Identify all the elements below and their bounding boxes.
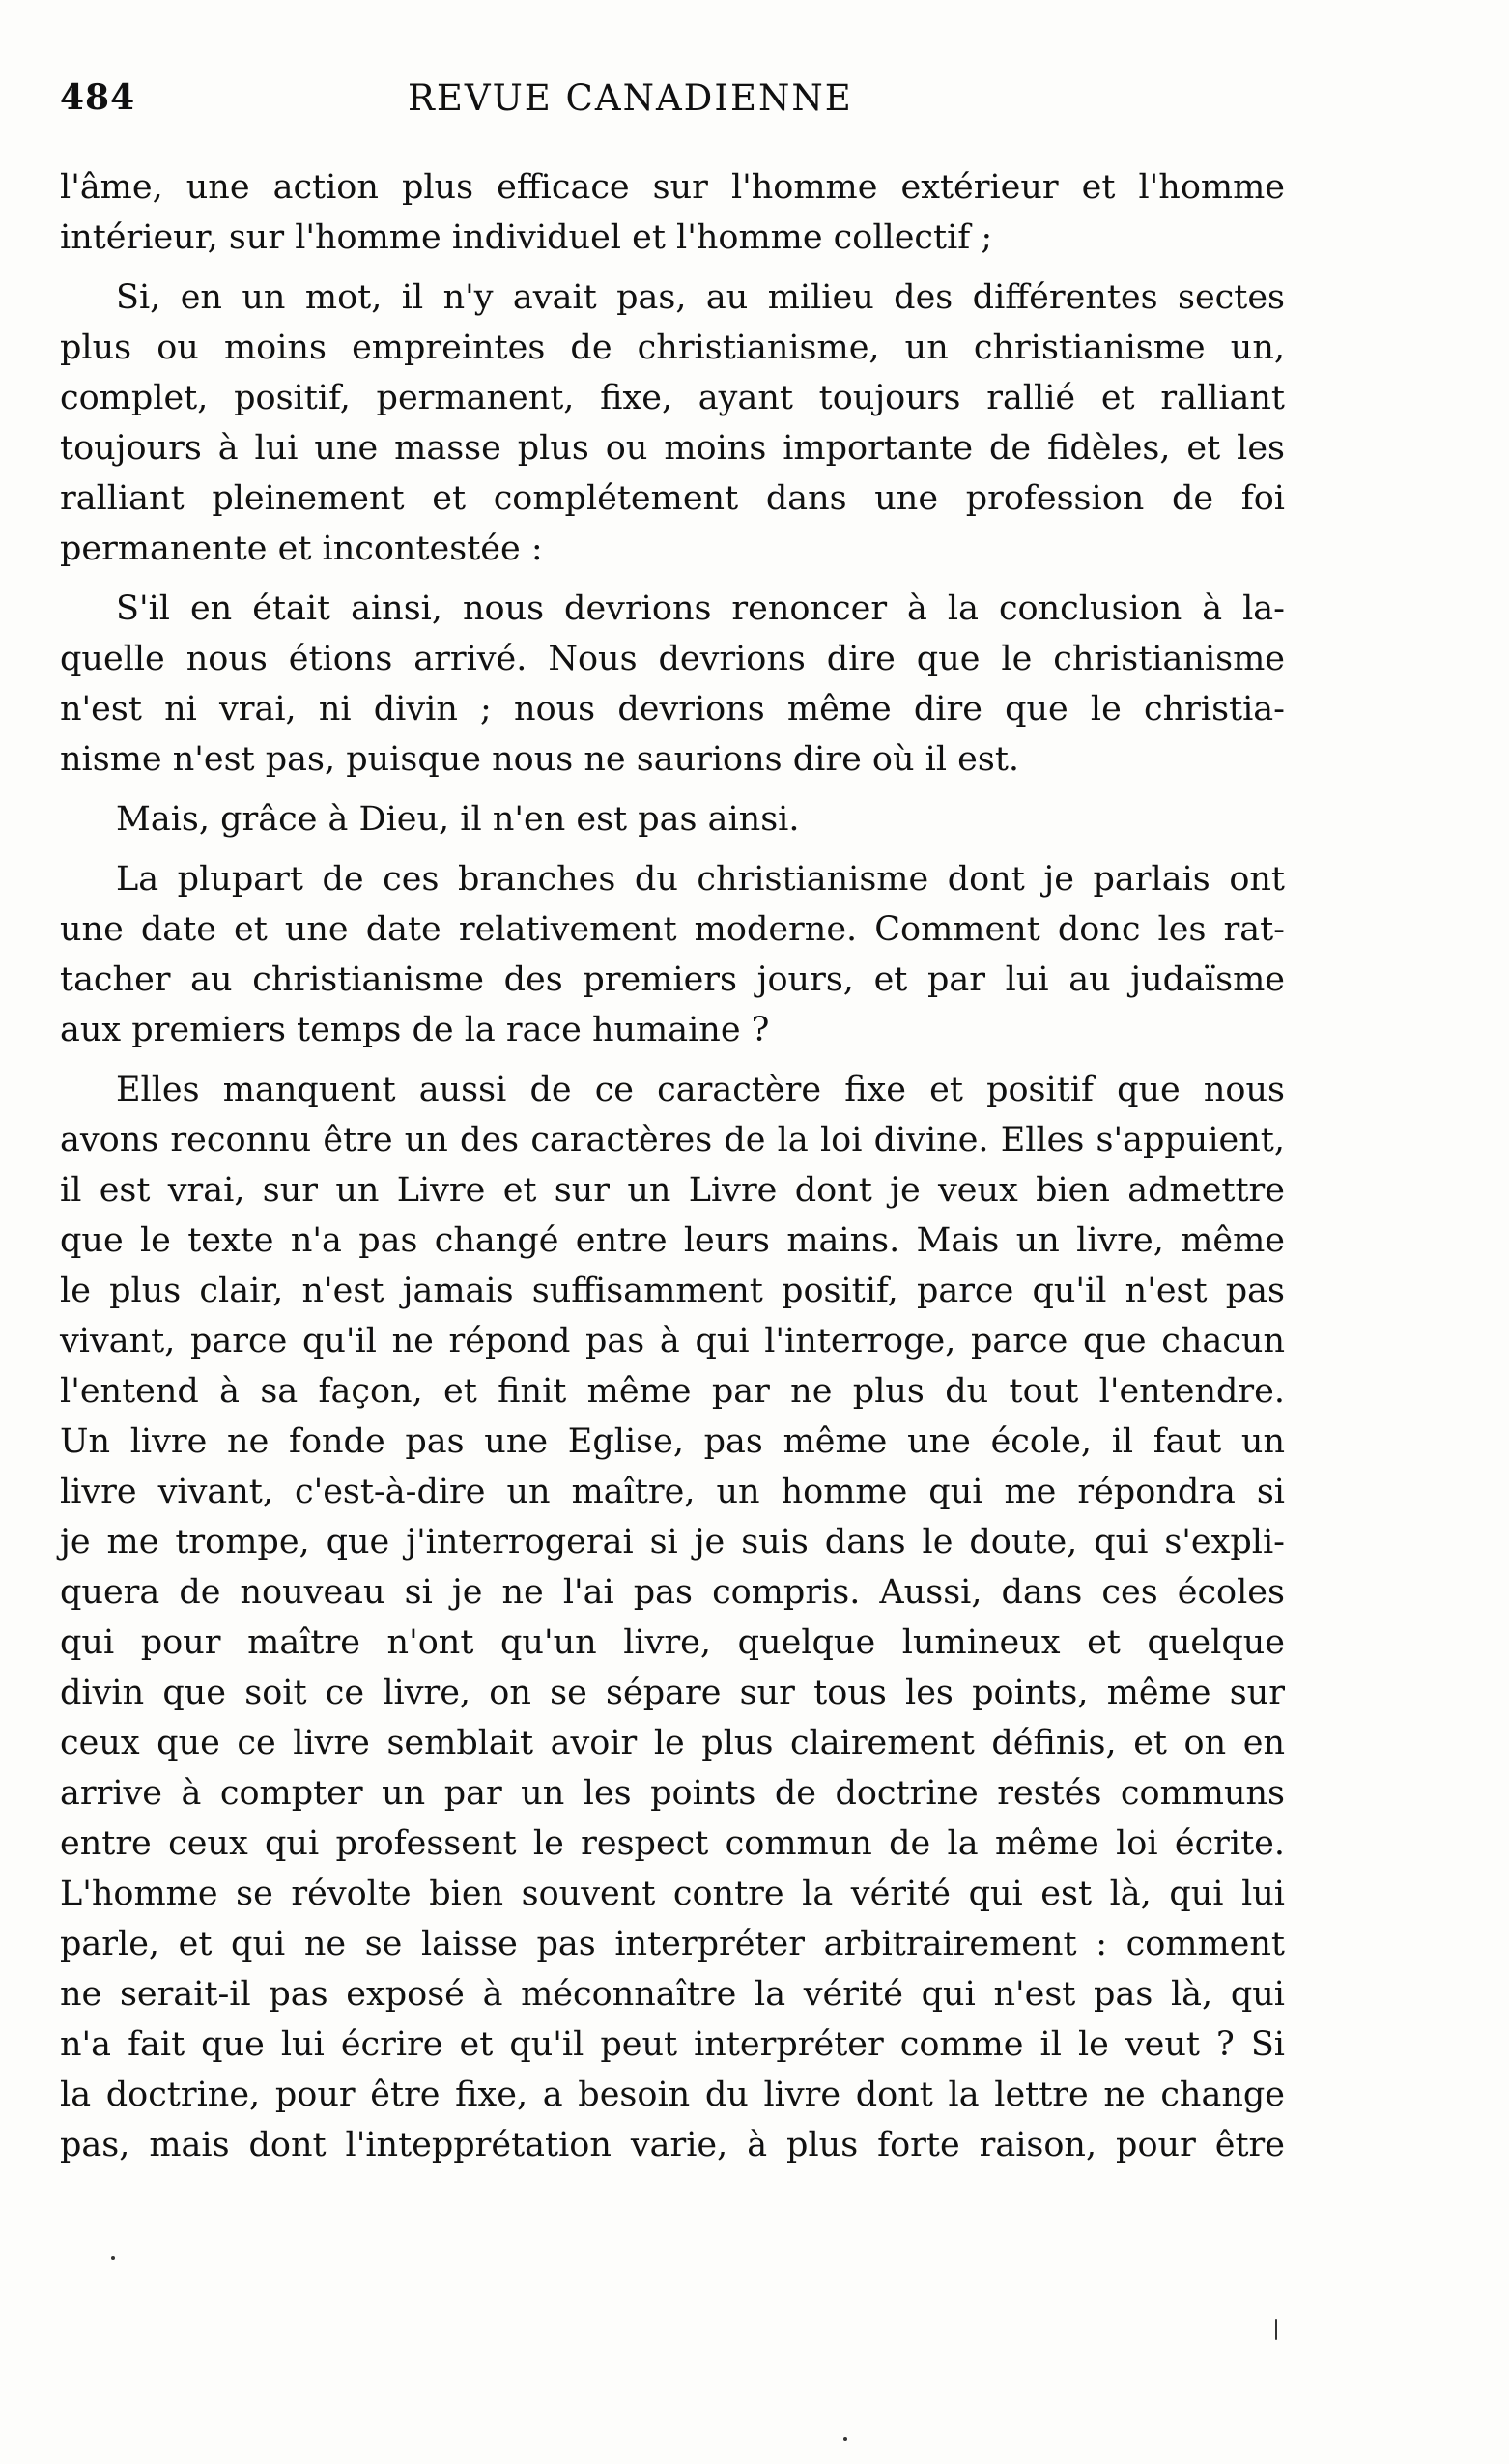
scan-speck bbox=[1275, 2319, 1277, 2340]
text-line: tacher au christianisme des premiers jours, et par lui au judaïsme bbox=[60, 960, 1285, 999]
text-line: plus ou moins empreintes de christianisme, un christianisme un, bbox=[60, 329, 1285, 367]
text-line: quelle nous étions arrivé. Nous devrions dire que le christianisme bbox=[60, 640, 1285, 678]
text-line: nisme n'est pas, puisque nous ne saurions dire où il est. bbox=[60, 740, 1020, 779]
text-line: complet, positif, permanent, fixe, ayant toujours rallié et ralliant bbox=[60, 379, 1285, 417]
text-line: l'âme, une action plus efficace sur l'homme extérieur et l'homme bbox=[60, 168, 1285, 207]
text-line: la doctrine, pour être fixe, a besoin du livre dont la lettre ne change bbox=[60, 2076, 1285, 2114]
scan-speck bbox=[111, 2256, 115, 2260]
text-line: ne serait-il pas exposé à méconnaître la vérité qui n'est pas là, qui bbox=[60, 1975, 1285, 2014]
text-line: livre vivant, c'est-à-dire un maître, un homme qui me répondra si bbox=[60, 1473, 1285, 1511]
text-line: Mais, grâce à Dieu, il n'en est pas ainsi. bbox=[116, 800, 800, 839]
text-line: quera de nouveau si je ne l'ai pas compris. Aussi, dans ces écoles bbox=[60, 1573, 1285, 1612]
text-line: aux premiers temps de la race humaine ? bbox=[60, 1011, 770, 1049]
body-text bbox=[60, 162, 1285, 2170]
text-line: entre ceux qui professent le respect commun de la même loi écrite. bbox=[60, 1824, 1285, 1863]
text-line: parle, et qui ne se laisse pas interpréter arbitrairement : comment bbox=[60, 1925, 1285, 1963]
text-line: S'il en était ainsi, nous devrions renoncer à la conclusion à la- bbox=[116, 589, 1285, 628]
text-line: Un livre ne fonde pas une Eglise, pas même une école, il faut un bbox=[60, 1422, 1285, 1461]
text-line: divin que soit ce livre, on se sépare sur tous les points, même sur bbox=[60, 1674, 1285, 1712]
text-line: je me trompe, que j'interrogerai si je suis dans le doute, qui s'expli- bbox=[60, 1523, 1285, 1561]
text-line: avons reconnu être un des caractères de la loi divine. Elles s'appuient, bbox=[60, 1121, 1285, 1160]
text-line: L'homme se révolte bien souvent contre la vérité qui est là, qui lui bbox=[60, 1875, 1285, 1913]
text-line: que le texte n'a pas changé entre leurs mains. Mais un livre, même bbox=[60, 1221, 1285, 1260]
text-line: une date et une date relativement moderne. Comment donc les rat- bbox=[60, 910, 1285, 949]
text-line: ceux que ce livre semblait avoir le plus clairement définis, et on en bbox=[60, 1724, 1285, 1762]
text-line: vivant, parce qu'il ne répond pas à qui l'interroge, parce que chacun bbox=[60, 1322, 1285, 1361]
text-line: n'a fait que lui écrire et qu'il peut interpréter comme il le veut ? Si bbox=[60, 2025, 1285, 2064]
text-line: pas, mais dont l'intepprétation varie, à plus forte raison, pour être bbox=[60, 2126, 1285, 2164]
text-line: le plus clair, n'est jamais suffisamment positif, parce qu'il n'est pas bbox=[60, 1272, 1285, 1310]
text-line: La plupart de ces branches du christianisme dont je parlais ont bbox=[116, 860, 1285, 899]
text-line: ralliant pleinement et complétement dans une profession de foi bbox=[60, 479, 1285, 518]
text-line: il est vrai, sur un Livre et sur un Livre dont je veux bien admettre bbox=[60, 1171, 1285, 1210]
page-header bbox=[60, 77, 1292, 135]
text-line: Elles manquent aussi de ce caractère fixe et positif que nous bbox=[116, 1071, 1285, 1109]
text-line: l'entend à sa façon, et finit même par ne plus du tout l'entendre. bbox=[60, 1372, 1285, 1411]
scan-speck bbox=[843, 2437, 847, 2441]
running-title: REVUE CANADIENNE bbox=[408, 77, 853, 119]
text-line: Si, en un mot, il n'y avait pas, au milieu des différentes sectes bbox=[116, 278, 1285, 317]
text-line: permanente et incontestée : bbox=[60, 530, 543, 568]
text-line: arrive à compter un par un les points de doctrine restés communs bbox=[60, 1774, 1285, 1813]
text-line: n'est ni vrai, ni divin ; nous devrions même dire que le christia- bbox=[60, 690, 1285, 729]
text-line: intérieur, sur l'homme individuel et l'homme collectif ; bbox=[60, 218, 993, 257]
text-line: toujours à lui une masse plus ou moins importante de fidèles, et les bbox=[60, 429, 1285, 468]
page-number: 484 bbox=[60, 77, 136, 118]
text-line: qui pour maître n'ont qu'un livre, quelque lumineux et quelque bbox=[60, 1623, 1285, 1662]
